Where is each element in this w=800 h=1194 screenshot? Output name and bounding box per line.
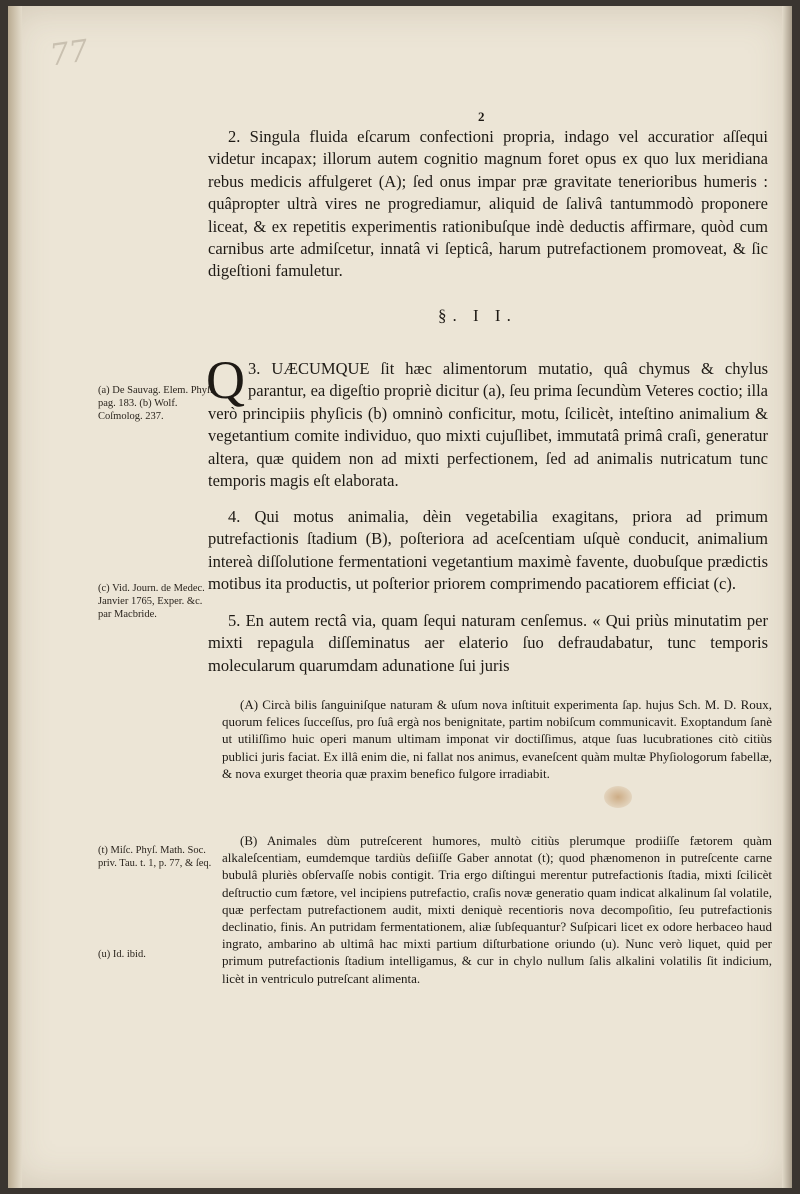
page-number: 2 [478, 109, 485, 124]
paragraph-4-text: 4. Qui motus animalia, dèin vegetabilia exagitans, priora ad primum putrefactionis ſtadium (B), poſteriora ad aceſcentiam uſquè conducit, animalium intereà diſſolutione fermentationi vegetantium maximè favente, duobuſque prædictis motibus ita productis, ut poſterior priorem comprimendo pacatiorem efficiat (c). [208, 507, 768, 594]
paragraph-4 [208, 506, 768, 596]
paper-stain [604, 786, 632, 808]
page-binding [8, 6, 22, 1188]
footnote-A [222, 696, 772, 782]
paragraph-3 [206, 350, 768, 492]
margin-note-c: (c) Vid. Journ. de Medec. Janvier 1765, Exper. &c. par Macbride. [98, 583, 205, 620]
section-heading: §. I I. [438, 306, 517, 325]
footnote-B [222, 832, 772, 987]
drop-cap: Q [206, 350, 245, 410]
paragraph-3-number: 3. [248, 359, 261, 378]
paragraph-5 [208, 610, 768, 677]
footnote-A-text: (A) Circà bilis ſanguiniſque naturam & uſum nova inſtituit experimenta ſap. hujus Sch. M. D. Roux, quorum felices ſucceſſus, pro ſuâ ergà nos benignitate, partim nobiſcum communicavit. Exoptandum ſanè ut utiliſſimo huic operi manum ultimam imponat vir doctiſſimus, atque ſuas lucubrationes citò citiùs publici juris faciat. Ex illâ enim die, ni fallat nos animus, evaneſcent quàm multæ Phyſiologorum fabellæ, & nova exurget theoria quæ praxim benefico fulgore irradiabit. [222, 697, 772, 781]
margin-note-t: (t) Miſc. Phyſ. Math. Soc. priv. Tau. t. 1, p. 77, & ſeq. [98, 845, 212, 869]
paragraph-2 [208, 126, 768, 283]
paragraph-3-body [206, 350, 768, 492]
paragraph-5-text: 5. En autem rectâ via, quam ſequi naturam cenſemus. « Qui priùs minutatim per mixti repagula diſſeminatus aer elaterio ſuo defraudabatur, tunc temporis molecularum quarumdam adunatione ſui juris [208, 611, 768, 675]
page-edge [782, 6, 792, 1188]
stamp-mark: 77 [47, 33, 91, 74]
paragraph-3-text: UÆCUMQUE ſit hæc alimentorum mutatio, quâ chymus & chylus parantur, ea digeſtio propriè dicitur (a), ſeu prima ſecundùm Veteres coctio; illa verò principiis phyſicis (b) omninò conficitur, motu, ſcilicèt, inteſtino animalium & vegetantium comite individuo, quo mixti cujuſlibet, immutatâ primâ craſi, generatur altera, quæ quidem non ad mixti perfectionem, ſed ad animalis nutricatum tunc temporis magis eſt elaborata. [208, 359, 768, 491]
book-page [8, 6, 792, 1188]
footnote-B-text: (B) Animales dùm putreſcerent humores, multò citiùs plerumque prodiiſſe fætorem quàm alkaleſcentiam, eumdemque tardiùs deſiiſſe Gaber annotat (t); quod phænomenon in putreſcente carne bubulâ pluriès obſervaſſe nobis contigit. Tria ergo diſtingui merentur putrefactionis ſtadia, mixti ſcilicèt deſtructio cum fætore, vel incipiens putrefactio, craſis novæ generatio quam indicat alkalinum ſal volatile, quæ perfectam putrefactionem audit, mixti deniquè recentioris nova decompoſitio, ſeu putrefactionis declinatio, finis. An putridam fermentationem, aliæ ſubſequantur? Suſpicari licet ex odore herbaceo haud ingrato, ambarino ab ultimâ hac mixti partium diſturbatione oriundo (u). Nunc verò liquet, quid per primum putrefactionis ſtadium intelligamus, & cur in chylo nullum ſalis alkalini volatilis ſit indicium, licèt in ventriculo putreſcant alimenta. [222, 833, 772, 986]
margin-note-a-b: (a) De Sauvag. Elem. Phyſ. pag. 183. (b) Wolf. Coſmolog. 237. [98, 385, 213, 422]
margin-note-u: (u) Id. ibid. [98, 949, 146, 960]
paragraph-2-text: 2. Singula fluida eſcarum confectioni propria, indago vel accuratior aſſequi videtur incapax; illorum autem cognitio magnum foret opus ex quo lux meridiana rebus medicis affulgeret (A); ſed onus impar præ gravitate tenerioribus humeris : quâpropter ultrà vires ne progrediamur, aliquid de ſalivâ tantummodò proponere liceat, & ex repetitis experimentis rationibuſque indè deductis affirmare, quòd cum carnibus arte admiſcetur, innatâ vi ſepticâ, harum putrefactionem promoveat, & ſic digeſtioni famuletur. [208, 127, 768, 281]
